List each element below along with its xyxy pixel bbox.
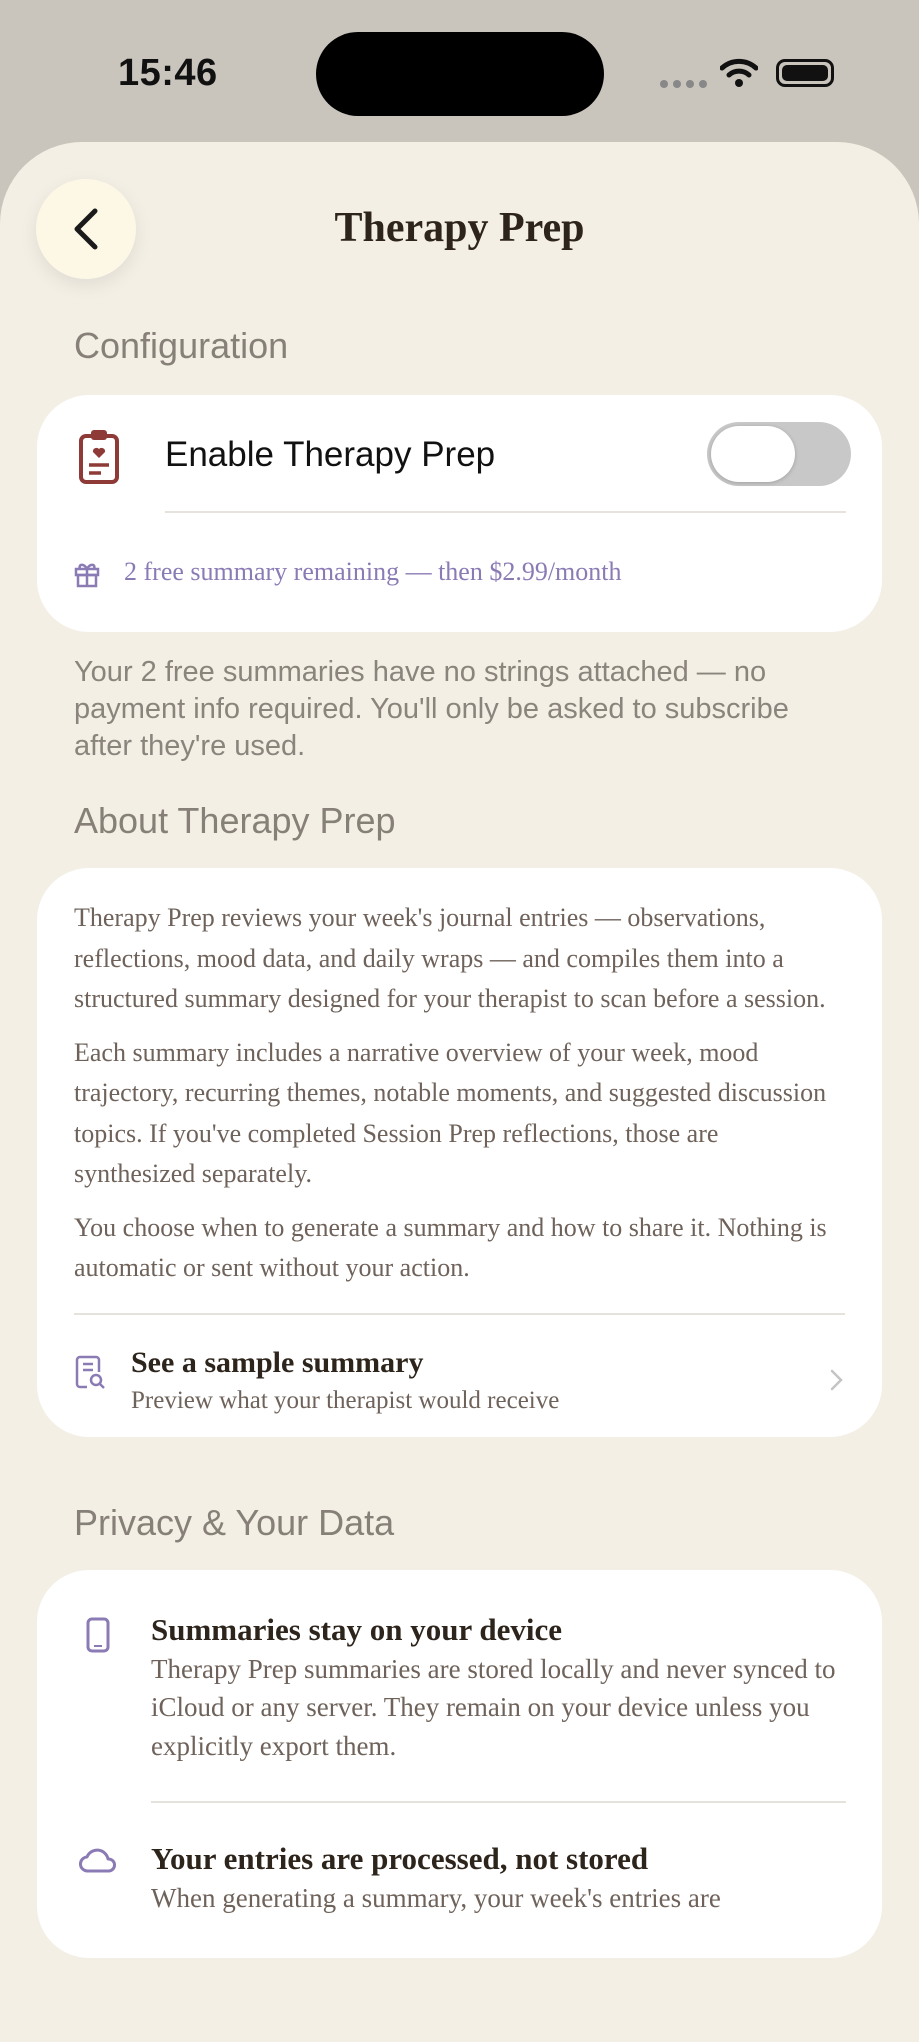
chevron-right-icon <box>829 1369 843 1391</box>
enable-therapy-prep-toggle[interactable] <box>707 422 851 486</box>
cloud-icon <box>79 1846 117 1874</box>
section-title-privacy: Privacy & Your Data <box>74 1501 395 1543</box>
privacy-item-title: Your entries are processed, not stored <box>151 1841 649 1876</box>
toggle-knob <box>711 426 795 482</box>
section-title-about: About Therapy Prep <box>74 800 396 841</box>
configuration-footer: Your 2 free summaries have no strings attached — no payment info required. You'll only be asked to subscribe after they're used. <box>74 656 789 762</box>
divider <box>151 1801 846 1803</box>
wifi-icon <box>720 58 758 88</box>
privacy-item-title: Summaries stay on your device <box>151 1611 563 1647</box>
signal-icon <box>660 80 707 88</box>
privacy-item <box>37 1610 882 1766</box>
sample-summary-subtitle: Preview what your therapist would receive <box>131 1386 560 1414</box>
clipboard-heart-icon <box>77 427 121 485</box>
about-paragraph: You choose when to generate a summary and how to share it. Nothing is automatic or sent without your action. <box>74 1212 827 1282</box>
gift-icon <box>74 560 100 588</box>
sample-summary-title: See a sample summary <box>131 1345 424 1379</box>
section-title-configuration: Configuration <box>74 325 289 366</box>
privacy-item <box>37 1839 882 1918</box>
phone-icon <box>86 1617 110 1653</box>
privacy-card <box>37 1570 882 1958</box>
about-paragraph: Therapy Prep reviews your week's journal entries — observations, reflections, mood data, and daily wraps — and compiles them into a structured summary designed for your therapist to scan before a session. <box>74 903 826 1013</box>
page-title: Therapy Prep <box>334 205 585 251</box>
sample-summary-row[interactable] <box>74 1315 845 1437</box>
about-paragraph: Each summary includes a narrative overview of your week, mood trajectory, recurring themes, notable moments, and suggested discussion topics. If you've completed Session Prep reflections, those are synthesized separately. <box>74 1037 827 1188</box>
about-card <box>37 868 882 1437</box>
privacy-item-text: Therapy Prep summaries are stored locally and never synced to iCloud or any server. They remain on your device unless you explicitly export them. <box>151 1653 836 1761</box>
document-search-icon <box>75 1355 105 1391</box>
dynamic-island <box>316 32 604 116</box>
battery-icon <box>776 59 834 87</box>
divider <box>165 511 846 513</box>
content <box>37 324 882 1958</box>
configuration-card <box>37 395 882 632</box>
status-time: 15:46 <box>118 52 218 94</box>
free-summary-note: 2 free summary remaining — then $2.99/month <box>124 557 622 586</box>
privacy-item-text: When generating a summary, your week's entries are <box>151 1883 721 1913</box>
enable-toggle-label: Enable Therapy Prep <box>165 435 496 474</box>
